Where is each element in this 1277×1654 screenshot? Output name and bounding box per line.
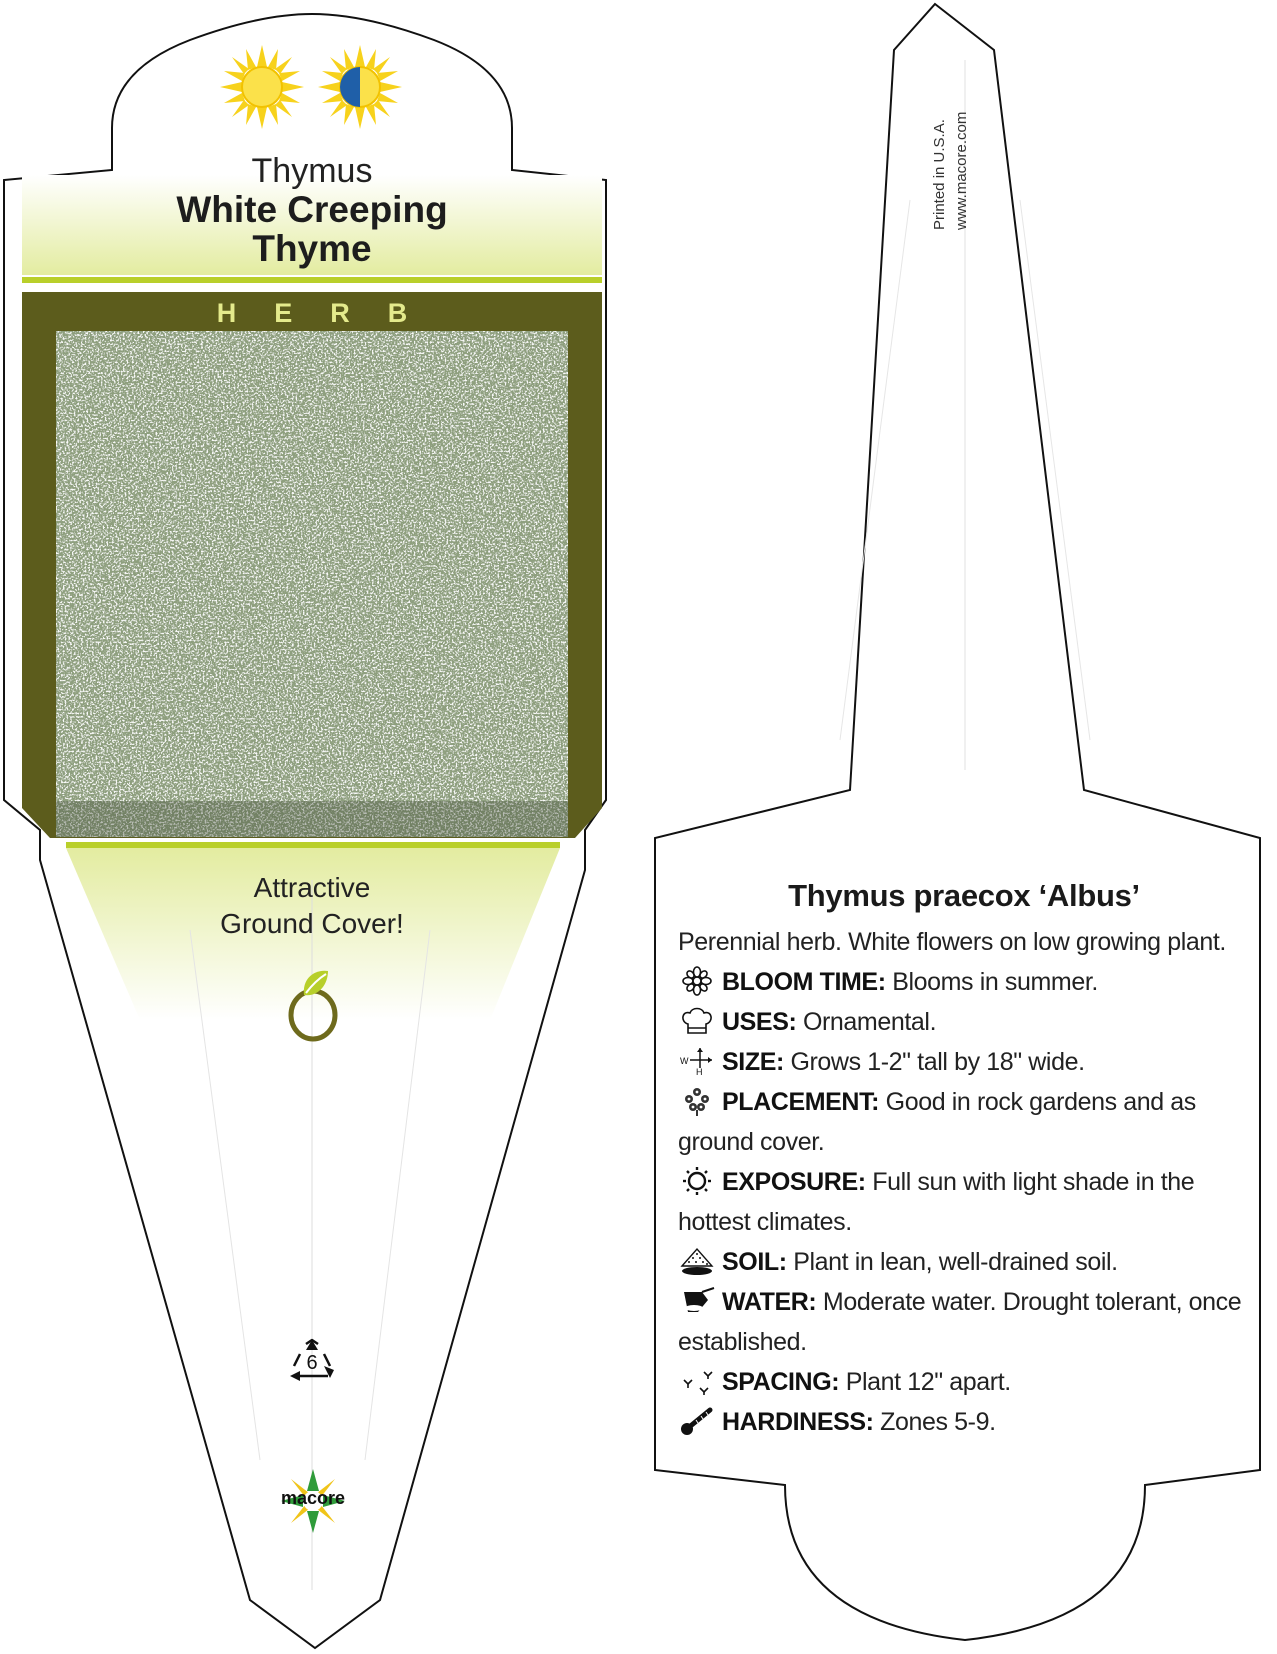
genus-title: Thymus [251, 152, 373, 190]
attr-hardiness [678, 1402, 1250, 1442]
attr-label: WATER: [722, 1288, 817, 1316]
watering-can-icon [678, 1286, 716, 1316]
attr-value: Plant in lean, well-drained soil. [793, 1248, 1118, 1276]
attr-size [678, 1042, 1250, 1082]
attr-value: Ornamental. [802, 1008, 937, 1036]
attr-uses [678, 1002, 1250, 1042]
leaf-ring-icon [284, 965, 342, 1043]
attr-value: Grows 1-2" tall by 18" wide. [790, 1048, 1085, 1076]
tagline-line1: Attractive [253, 872, 371, 903]
plant-description: Perennial herb. White flowers on low growing plant. [678, 928, 1226, 956]
attr-label: SIZE: [722, 1048, 784, 1076]
tagline-line2: Ground Cover! [220, 908, 404, 939]
category-label: HERB [216, 298, 446, 328]
tagline [140, 870, 484, 942]
spacing-sprouts-icon [678, 1366, 716, 1396]
printed-info [930, 50, 980, 230]
attr-value: Full sun with light shade in the hottest climates. [678, 1168, 1195, 1236]
attr-value: Zones 5-9. [880, 1408, 996, 1436]
recycle-code: 6 [306, 1352, 318, 1374]
attr-value: Moderate water. Drought tolerant, once established. [678, 1288, 1242, 1356]
care-info [678, 878, 1250, 1442]
sun-outline-icon [678, 1166, 716, 1196]
flower-icon [678, 966, 716, 996]
common-name [20, 190, 604, 268]
attr-value: Blooms in summer. [892, 968, 1098, 996]
scientific-name: Thymus praecox ‘Albus’ [788, 878, 1140, 913]
attr-label: EXPOSURE: [722, 1168, 866, 1196]
attr-label: HARDINESS: [722, 1408, 874, 1436]
thermometer-icon [678, 1406, 716, 1436]
attr-value: Plant 12" apart. [845, 1368, 1011, 1396]
soil-icon [678, 1246, 716, 1276]
attr-label: PLACEMENT: [722, 1088, 880, 1116]
attr-exposure [678, 1162, 1250, 1242]
attr-spacing [678, 1362, 1250, 1402]
part-sun-icon [318, 45, 402, 129]
full-sun-icon [220, 45, 304, 129]
attr-soil [678, 1242, 1250, 1282]
brand-name: macore [280, 1488, 346, 1508]
attr-label: SPACING: [722, 1368, 840, 1396]
svg-text:H: H [696, 1067, 703, 1076]
attr-label: USES: [722, 1008, 797, 1036]
attr-value: Good in rock gardens and as ground cover. [678, 1088, 1196, 1156]
plant-photo [56, 331, 568, 837]
attr-label: BLOOM TIME: [722, 968, 886, 996]
common-name-line1: White Creeping [176, 189, 448, 230]
size-arrows-icon [678, 1046, 716, 1076]
svg-text:W: W [680, 1056, 689, 1066]
printed-line1: Printed in U.S.A. [931, 119, 948, 230]
attr-placement [678, 1082, 1250, 1162]
attr-water [678, 1282, 1250, 1362]
attr-label: SOIL: [722, 1248, 787, 1276]
common-name-line2: Thyme [252, 228, 372, 269]
chef-hat-icon [678, 1006, 716, 1036]
attr-bloom-time [678, 962, 1250, 1002]
placement-flowers-icon [678, 1086, 716, 1116]
printed-line2: www.macore.com [953, 111, 970, 230]
